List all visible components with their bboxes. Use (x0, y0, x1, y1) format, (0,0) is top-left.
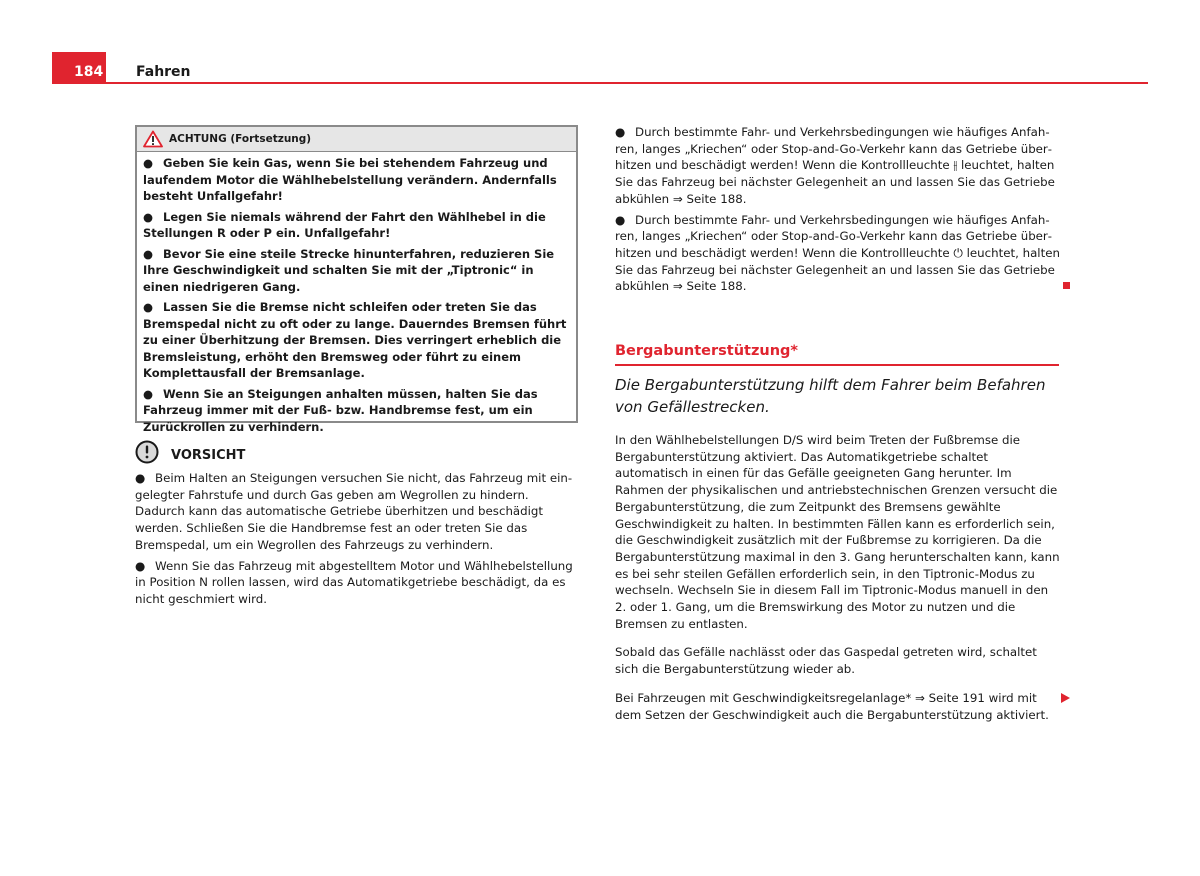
right-item-text-before: Durch bestimmte Fahr- und Verkehrsbedingungen wie häufiges Anfahren, langes „Kriechen“ oder Stop-and-Go-Verkehr kann das Getriebe überhitzen und beschädigt werden! Wenn die Kontrollleuchte (615, 212, 1053, 260)
warning-item-text: Lassen Sie die Bremse nicht schleifen oder treten Sie das Bremspedal nicht zu oft oder zu lange. Dauerndes Bremsen führt zu einer Überhitzung der Bremsen. Dies verringert erheblich die Bremsleistung, erhöht den Bremsweg oder führt zu einem Komplettausfall der Bremsanlage. (143, 300, 567, 380)
bullet-icon: ● (143, 209, 154, 224)
body-paragraph: Sobald das Gefälle nachlässt oder das Gaspedal getreten wird, schaltet sich die Bergabunterstützung wieder ab. (615, 645, 1037, 677)
section-rule (615, 364, 1059, 366)
section-lead: Die Bergabunterstützung hilft dem Fahrer beim Befahren von Gefällestrecken. (615, 376, 1046, 416)
caution-title: VORSICHT (171, 447, 246, 463)
gearbox-warning-icon: ⫲ (953, 158, 958, 173)
caution-section (135, 438, 580, 612)
right-item-text-after: leuchtet, halten Sie das Fahrzeug bei nächster Gelegenheit an und lassen Sie das Getriebe abkühlen ⇒ Seite 188. (615, 158, 1055, 206)
continue-arrow-icon (1061, 693, 1070, 703)
warning-item-text: Bevor Sie eine steile Strecke hinunterfahren, reduzieren Sie Ihre Geschwindigkeit und schalten Sie mit der „Tiptronic“ in einen niedrigeren Gang. (143, 246, 555, 294)
header-rule (52, 82, 1148, 84)
right-item-text-before: Durch bestimmte Fahr- und Verkehrsbedingungen wie häufiges Anfahren, langes „Kriechen“ oder Stop-and-Go-Verkehr kann das Getriebe überhitzen und beschädigt werden! Wenn die Kontrollleuchte (615, 125, 1053, 173)
clock-warning-icon: ⏻ (953, 245, 963, 260)
warning-triangle-icon (143, 130, 163, 148)
exclamation-circle-icon (135, 440, 159, 464)
warning-item (143, 246, 570, 296)
chapter-title: Fahren (136, 64, 191, 80)
bullet-icon: ● (615, 212, 626, 227)
warning-item-text: Geben Sie kein Gas, wenn Sie bei stehendem Fahrzeug und laufendem Motor die Wählhebelstellung verändern. Andernfalls besteht Unfallgefahr! (143, 156, 557, 203)
bullet-icon: ● (143, 156, 154, 170)
bullet-icon: ● (135, 558, 146, 573)
section-title: Bergabunterstützung* (615, 343, 799, 359)
bullet-icon: ● (143, 300, 154, 314)
bullet-icon: ● (143, 246, 154, 261)
bullet-icon: ● (135, 471, 146, 485)
caution-item (135, 470, 580, 554)
bullet-icon: ● (143, 386, 154, 401)
warning-item (143, 386, 570, 436)
section-end-marker-icon (1063, 282, 1070, 289)
warning-item-text: Wenn Sie an Steigungen anhalten müssen, halten Sie das Fahrzeug immer mit der Fuß- bzw. Handbremse fest, um ein Zurückrollen zu verhindern. (143, 386, 538, 434)
right-item-text-after: leuchtet, halten Sie das Fahrzeug bei nächster Gelegenheit an und lassen Sie das Getriebe abkühlen ⇒ Seite 188. (615, 245, 1060, 294)
body-paragraph: In den Wählhebelstellungen D/S wird beim Treten der Fußbremse die Bergabunterstützung aktiviert. Das Automatikgetriebe schaltet automatisch in einen für das Gefälle geeigneten Gang herunter. Im Rahmen der physikalischen und antriebstechnischen Grenzen versucht die Bergabunterstützung, die zum Zeitpunkt des Bremsens gewählte Geschwindigkeit zu halten. In bestimmten Fällen kann es erforderlich sein, die Geschwindigkeit zusätzlich mit der Fußbremse zu korrigieren. Da die Bergabunterstützung maximal in den 3. Gang herunterschalten kann, kann es bei sehr steilen Gefällen erforderlich sein, in den Tiptronic-Modus zu wechseln. Wechseln Sie in diesem Fall im Tiptronic-Modus manuell in den 2. oder 1. Gang, um die Bremswirkung des Motor zu nutzen und die Bremsen zu entlasten. (615, 433, 1060, 631)
caution-list (135, 470, 580, 608)
caution-item (135, 558, 580, 608)
right-list-item (615, 124, 1060, 208)
section-body (615, 432, 1060, 735)
warning-item (143, 209, 570, 242)
warning-header (137, 127, 576, 152)
warning-item (143, 155, 570, 205)
warning-title: ACHTUNG (Fortsetzung) (169, 133, 312, 145)
warning-box (135, 125, 578, 434)
warning-list (137, 152, 576, 435)
right-list-item (615, 212, 1060, 296)
caution-item-text: Wenn Sie das Fahrzeug mit abgestelltem Motor und Wählhebelstellung in Position N rollen lassen, wird das Automatikgetriebe beschädigt, da es nicht geschmiert wird. (135, 558, 573, 606)
caution-item-text: Beim Halten an Steigungen versuchen Sie nicht, das Fahrzeug mit eingelegter Fahrstufe und durch Gas geben am Wegrollen zu hindern. Dadurch kann das automatische Getriebe überhitzen und beschädigt werden. Schließen Sie die Handbremse fest an oder treten Sie das Bremspedal, um ein Wegrollen des Fahrzeugs zu verhindern. (135, 471, 573, 552)
warning-item-text: Legen Sie niemals während der Fahrt den Wählhebel in die Stellungen R oder P ein. Unfallgefahr! (143, 209, 546, 240)
bullet-icon: ● (615, 125, 626, 139)
warning-item (143, 299, 570, 382)
caution-header (135, 438, 580, 466)
right-column-list (615, 124, 1060, 299)
body-paragraph: Bei Fahrzeugen mit Geschwindigkeitsregelanlage* ⇒ Seite 191 wird mit dem Setzen der Geschwindigkeit auch die Bergabunterstützung aktiviert. (615, 690, 1049, 722)
page-number: 184 (74, 64, 104, 80)
